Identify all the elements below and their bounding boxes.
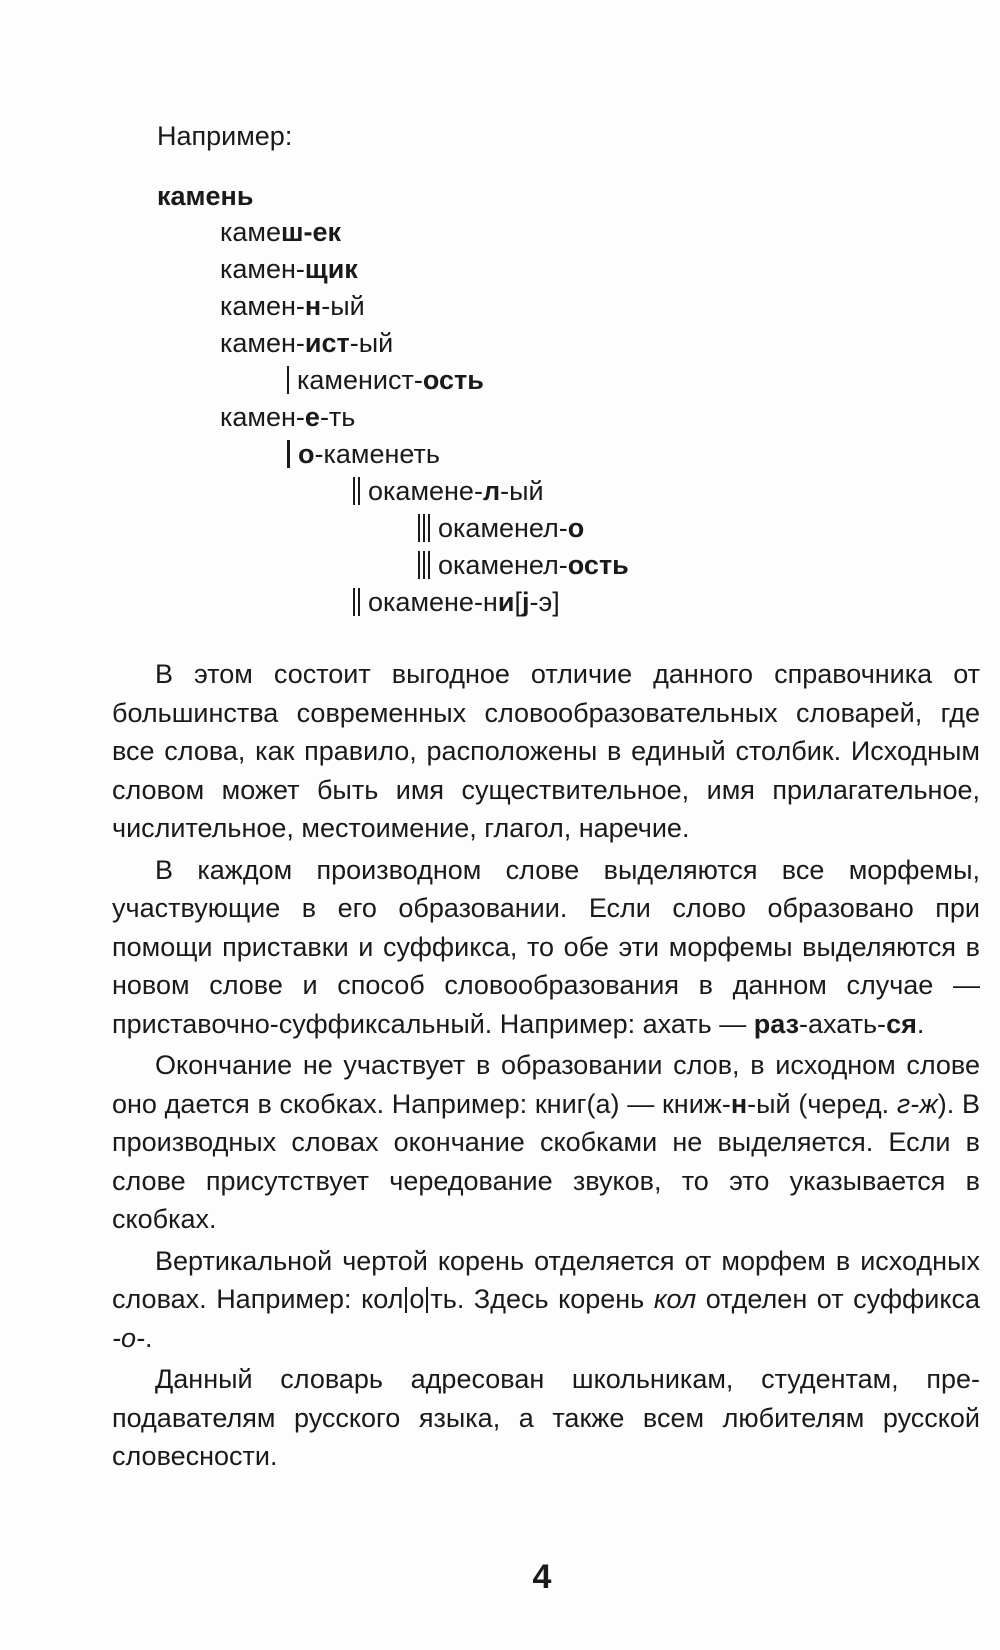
level-bar xyxy=(418,514,420,542)
level-bar xyxy=(353,588,355,616)
level-bar xyxy=(358,588,360,616)
morpheme-divider xyxy=(426,1287,428,1313)
level-bar xyxy=(353,477,355,505)
tree-entry: камен-щик xyxy=(220,254,358,284)
body-text xyxy=(112,655,980,1476)
tree-entry: окамене-л-ый xyxy=(353,473,544,509)
tree-entry: о-каменеть xyxy=(287,436,440,472)
paragraph: Данный словарь адресован школьникам, студентам, преподавателям русского языка, а также всем любителям русской словесности. xyxy=(112,1364,980,1471)
level-bar xyxy=(418,551,420,579)
tree-entry: окаменел-о xyxy=(418,510,584,546)
example-intro: Например: xyxy=(157,121,293,151)
paragraph: В каждом производном слове выделяются все морфемы, участвующие в его образовании. Если слово образовано при помощи приставки и суффикса, то обе эти морфемы выделяются в новом слове и способ словообразования в данном случае — приставочно-суффиксальный. Например: ахать — раз-ахать-ся. xyxy=(112,854,980,1039)
tree-entry: камеш-ек xyxy=(220,217,342,247)
level-bar xyxy=(287,440,290,468)
page-number: 4 xyxy=(532,1558,552,1596)
tree-entry: камен-ист-ый xyxy=(220,328,394,358)
tree-root-word: камень xyxy=(157,181,254,211)
tree-entry: окамене-ни[j-э] xyxy=(353,584,560,620)
paragraph: Вертикальной чертой корень отделяется от морфем в исходных словах. Например: кол о ть. Здесь корень кол отделен от суффикса -о-. xyxy=(112,1245,980,1353)
morpheme-divider xyxy=(405,1287,407,1313)
paragraph: В этом состоит выгодное отличие данного справочника от большинства современных словообразовательных словарей, где все слова, как правило, расположены в единый столбик. Исходным словом может быть имя существительное, имя прилагательное, числительное, местоимение, глагол, наречие. xyxy=(112,659,980,843)
tree-entry: каменист-ость xyxy=(287,362,484,398)
level-bar xyxy=(428,514,430,542)
level-bar xyxy=(428,551,430,579)
level-bar xyxy=(423,551,425,579)
tree-entry: камен-н-ый xyxy=(220,291,365,321)
tree-entry: камен-е-ть xyxy=(220,402,356,432)
level-bar xyxy=(358,477,360,505)
level-bar xyxy=(423,514,425,542)
tree-entry: окаменел-ость xyxy=(418,547,629,583)
level-bar xyxy=(287,366,289,394)
paragraph: Окончание не участвует в образовании слов, в исходном слове оно дается в скобках. Например: книг(а) — книж-н-ый (черед. г-ж). В производных словах окончание скобками не выделяется. Если в слове присутствует чередование звуков, то это указывается в скобках. xyxy=(112,1050,980,1234)
